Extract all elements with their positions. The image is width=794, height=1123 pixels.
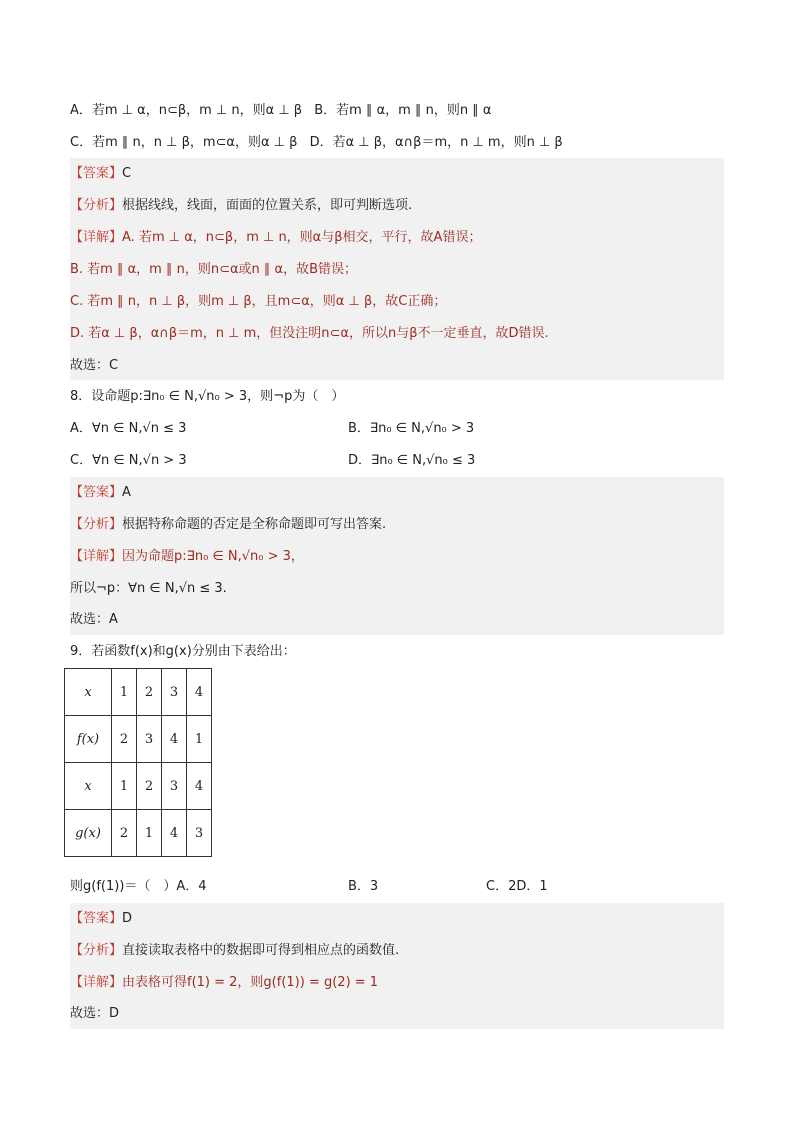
- table-cell: 3: [137, 716, 162, 763]
- q8-answer-value: A: [122, 485, 131, 500]
- table-row: [65, 669, 212, 716]
- table-cell: 4: [162, 810, 187, 857]
- q8-stem: 8．设命题p:∃n₀ ∈ N,√n₀ > 3，则¬p为（ ）: [70, 389, 345, 404]
- q8-choice: 故选：A: [70, 612, 118, 627]
- table-cell: 2: [137, 669, 162, 716]
- q8-detail-2: 所以¬p：∀n ∈ N,√n ≤ 3.: [70, 581, 227, 596]
- function-table: [64, 668, 212, 857]
- q7-options-cd: [70, 130, 563, 156]
- q9-choice: 故选：D: [70, 1006, 120, 1021]
- q8-answer: [70, 480, 131, 506]
- q7-detail-c: C. 若m ∥ n，n ⊥ β，则m ⊥ β，且m⊂α，则α ⊥ β，故C正确；: [70, 294, 447, 309]
- table-cell: 1: [187, 716, 212, 763]
- analysis-tag: 【分析】: [70, 198, 123, 213]
- q9-analysis-text: 直接读取表格中的数据即可得到相应点的函数值.: [122, 943, 400, 958]
- q9-option-b: B．3: [348, 879, 379, 894]
- table-row: [65, 716, 212, 763]
- table-cell: 1: [112, 669, 137, 716]
- q7-detail-b: B. 若m ∥ α，m ∥ n，则n⊂α或n ∥ α，故B错误；: [70, 262, 358, 277]
- q8-options-ab: [70, 416, 670, 442]
- analysis-tag: 【分析】: [70, 517, 123, 532]
- table-cell: 4: [187, 763, 212, 810]
- q9-detail: [70, 970, 378, 996]
- q9-analysis: [70, 938, 399, 964]
- q9-solution-block: [70, 903, 724, 1029]
- table-cell: 1: [112, 763, 137, 810]
- detail-tag: 【详解】: [70, 975, 123, 990]
- q8-analysis-text: 根据特称命题的否定是全称命题即可写出答案.: [122, 517, 387, 532]
- table-row: [65, 810, 212, 857]
- q7-answer-value: C: [122, 166, 132, 181]
- table-cell: 2: [137, 763, 162, 810]
- q7-option-c: C．若m ∥ n，n ⊥ β，m⊂α，则α ⊥ β: [70, 135, 298, 150]
- q8-option-b: B．∃n₀ ∈ N,√n₀ > 3: [348, 421, 475, 436]
- q9-answer-value: D: [122, 911, 133, 926]
- analysis-tag: 【分析】: [70, 943, 123, 958]
- q7-analysis-text: 根据线线，线面，面面的位置关系，即可判断选项.: [122, 198, 413, 213]
- q8-analysis: [70, 512, 386, 538]
- q9-stem: 9．若函数f(x)和g(x)分别由下表给出：: [70, 644, 296, 659]
- q7-options-ab: [70, 98, 491, 124]
- table-cell: 2: [112, 716, 137, 763]
- answer-tag: 【答案】: [70, 911, 123, 926]
- q8-option-d: D．∃n₀ ∈ N,√n₀ ≤ 3: [348, 453, 476, 468]
- q9-option-cd: C．2D．1: [486, 879, 548, 894]
- q8-detail-text: 因为命题p:∃n₀ ∈ N,√n₀ > 3，: [122, 549, 304, 564]
- table-cell: 2: [112, 810, 137, 857]
- table-cell: 3: [162, 669, 187, 716]
- table-cell: 4: [187, 669, 212, 716]
- table-cell: 4: [162, 716, 187, 763]
- table-cell: 3: [162, 763, 187, 810]
- answer-tag: 【答案】: [70, 166, 123, 181]
- q9-detail-text: 由表格可得f(1) = 2，则g(f(1)) = g(2) = 1: [122, 975, 379, 990]
- table-cell: 1: [137, 810, 162, 857]
- table-cell: g(x): [65, 810, 112, 857]
- answer-tag: 【答案】: [70, 485, 123, 500]
- q7-choice: 故选：C: [70, 358, 119, 373]
- q7-answer: [70, 161, 131, 187]
- q7-option-a: A．若m ⊥ α，n⊂β，m ⊥ n，则α ⊥ β: [70, 103, 303, 118]
- q9-answer: [70, 906, 132, 932]
- detail-tag: 【详解】: [70, 549, 123, 564]
- q7-option-b: B．若m ∥ α，m ∥ n，则n ∥ α: [314, 103, 492, 118]
- q7-analysis: [70, 193, 412, 219]
- q7-option-d: D．若α ⊥ β，α∩β＝m，n ⊥ m，则n ⊥ β: [309, 135, 563, 150]
- table-cell: x: [65, 669, 112, 716]
- q8-options-cd: [70, 448, 670, 474]
- q8-option-c: C．∀n ∈ N,√n > 3: [70, 453, 187, 468]
- q9-ask: [70, 874, 710, 900]
- q7-detail-line: A. 若m ⊥ α，n⊂β，m ⊥ n，则α与β相交，平行，故A错误；: [122, 230, 482, 245]
- table-cell: x: [65, 763, 112, 810]
- q8-option-a: A．∀n ∈ N,√n ≤ 3: [70, 421, 187, 436]
- table-row: [65, 763, 212, 810]
- q7-detail-a: [70, 225, 481, 251]
- q9-ask-option-a: 则g(f(1))＝（ ）A．4: [70, 879, 207, 894]
- table-cell: 3: [187, 810, 212, 857]
- table-cell: f(x): [65, 716, 112, 763]
- q8-detail: [70, 544, 304, 570]
- q7-detail-d: D. 若α ⊥ β，α∩β＝m，n ⊥ m，但没注明n⊂α，所以n与β不一定垂直，故D错误.: [70, 326, 549, 341]
- detail-tag: 【详解】: [70, 230, 123, 245]
